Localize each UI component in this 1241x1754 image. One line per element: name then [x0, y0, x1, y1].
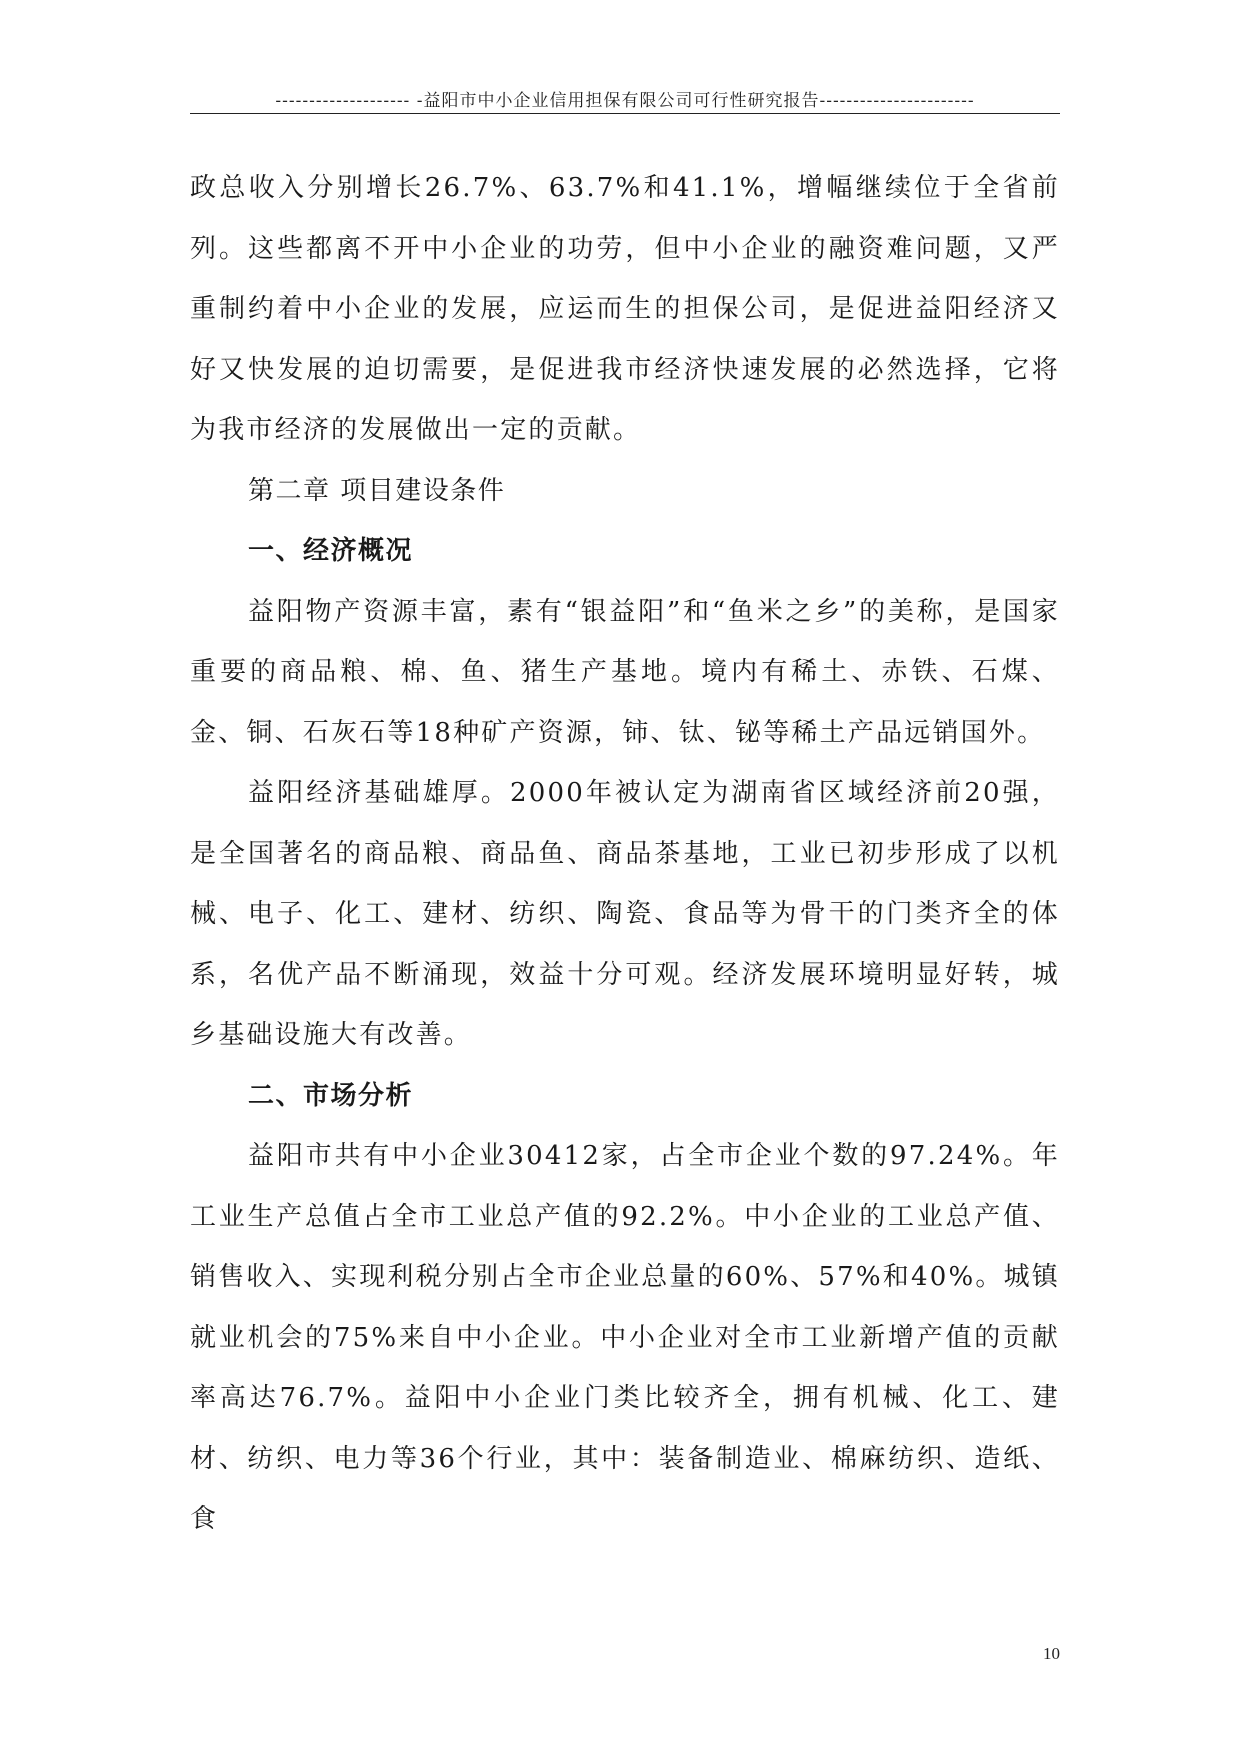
paragraph-market-analysis: 益阳市共有中小企业30412家，占全市企业个数的97.24%。年工业生产总值占全市工业总产值的92.2%。中小企业的工业总产值、销售收入、实现利税分别占全市企业总量的60%、57%和40%。城镇就业机会的75%来自中小企业。中小企业对全市工业新增产值的贡献率高达76.7%。益阳中小企业门类比较齐全，拥有机械、化工、建材、纺织、电力等36个行业，其中：装备制造业、棉麻纺织、造纸、食: [190, 1141, 1060, 1534]
document-body: [190, 158, 1060, 1550]
page-number: 10: [1043, 1644, 1060, 1663]
section-heading-market: 二、市场分析: [248, 1080, 414, 1111]
header-title: -------------------- -益阳市中小企业信用担保有限公司可行性研究报告-----------------------: [275, 91, 975, 111]
paragraph-resources: 益阳物产资源丰富，素有“银益阳”和“鱼米之乡”的美称，是国家重要的商品粮、棉、鱼、猪生产基地。境内有稀土、赤铁、石煤、金、铜、石灰石等18种矿产资源，铈、钛、铋等稀土产品远销国外。: [190, 596, 1060, 748]
intro-paragraph: 政总收入分别增长26.7%、63.7%和41.1%，增幅继续位于全省前列。这些都离不开中小企业的功劳，但中小企业的融资难问题，又严重制约着中小企业的发展，应运而生的担保公司，是促进益阳经济又好又快发展的迫切需要，是促进我市经济快速发展的必然选择，它将为我市经济的发展做出一定的贡献。: [190, 173, 1060, 445]
page-header: [190, 84, 1060, 114]
header-rule: [190, 113, 1060, 114]
section-heading-economy: 一、经济概况: [248, 536, 414, 566]
chapter-title: 第二章 项目建设条件: [248, 475, 506, 506]
paragraph-economic-base: 益阳经济基础雄厚。2000年被认定为湖南省区域经济前20强，是全国著名的商品粮、商品鱼、商品茶基地，工业已初步形成了以机械、电子、化工、建材、纺织、陶瓷、食品等为骨干的门类齐全的体系，名优产品不断涌现，效益十分可观。经济发展环境明显好转，城乡基础设施大有改善。: [190, 778, 1060, 1050]
